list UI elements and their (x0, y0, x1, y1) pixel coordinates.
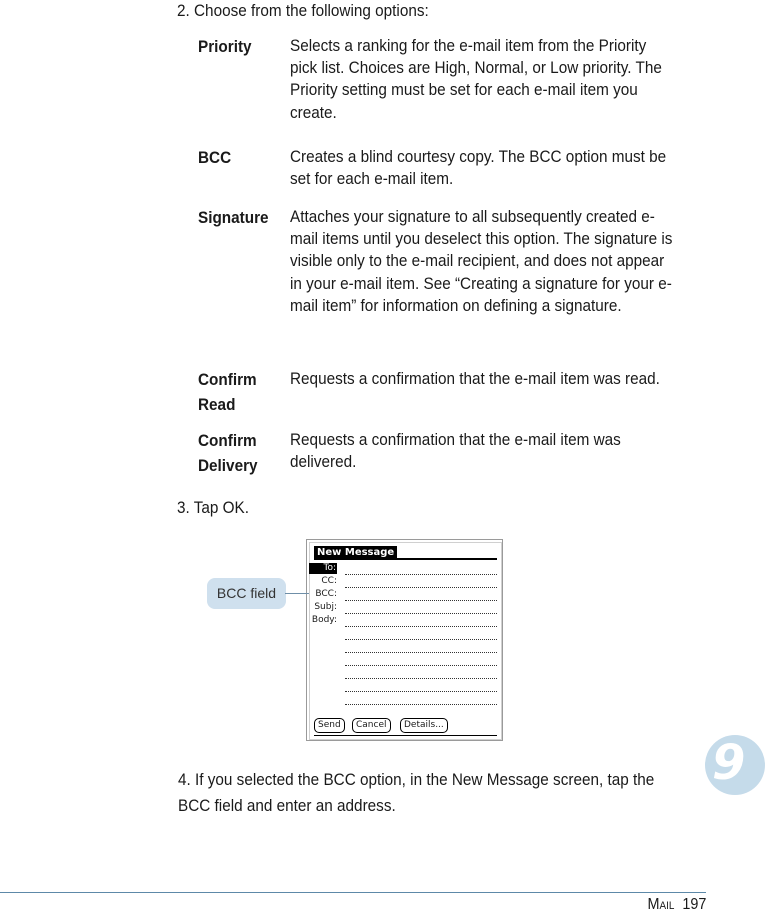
page-footer (647, 895, 706, 915)
option-desc-signature: Attaches your signature to all subsequently created e-mail items until you deselect this option. The signature is visible only to the e-mail recipient, and does not appear in your e-mail item. See “Creating a signature for your e-mail item” for information on defining a signature. (290, 207, 673, 315)
chapter-number: 9 (712, 735, 746, 791)
footer-page-number: 197 (681, 896, 706, 913)
option-desc-confirm-read: Requests a confirmation that the e-mail item was read. (290, 369, 660, 388)
option-desc-confirm-delivery: Requests a confirmation that the e-mail item was delivered. (290, 430, 621, 472)
body-field-label[interactable]: Body: (311, 615, 337, 625)
step-4-text: 4. If you selected the BCC option, in the New Message screen, tap the BCC field and enter an address. (178, 770, 655, 815)
body-input-line[interactable] (345, 639, 497, 640)
option-term-priority: Priority (198, 37, 252, 56)
screen-bottom-rule (314, 735, 497, 736)
option-desc-priority: Selects a ranking for the e-mail item from the Priority pick list. Choices are High, Normal, or Low priority. The Priority setting must be set for each e-mail item you create. (290, 36, 662, 122)
footer-section: Mail (647, 896, 674, 913)
screenshot-frame (309, 542, 502, 740)
body-input-line[interactable] (345, 678, 497, 679)
title-rule (314, 558, 497, 560)
step-3-text: 3. Tap OK. (177, 498, 250, 517)
body-input-line[interactable] (345, 652, 497, 653)
bcc-field-label[interactable]: BCC: (315, 589, 337, 599)
to-input-line[interactable] (345, 574, 497, 575)
option-desc-bcc: Creates a blind courtesy copy. The BCC option must be set for each e-mail item. (290, 147, 667, 189)
screen-title: New Message (314, 546, 397, 559)
bcc-field-callout: BCC field (207, 578, 286, 609)
subj-input-line[interactable] (345, 613, 497, 614)
details-button[interactable]: Details... (400, 718, 448, 733)
option-term-bcc: BCC (198, 148, 232, 167)
body-input-line[interactable] (345, 691, 497, 692)
cc-input-line[interactable] (345, 587, 497, 588)
to-field-label[interactable]: To: (309, 563, 337, 574)
cancel-button[interactable]: Cancel (352, 718, 391, 733)
body-input-line[interactable] (345, 665, 497, 666)
bcc-input-line[interactable] (345, 600, 497, 601)
option-term-signature: Signature (198, 208, 269, 227)
send-button[interactable]: Send (314, 718, 345, 733)
callout-leader-line (285, 593, 309, 594)
body-input-line[interactable] (345, 626, 497, 627)
step-2-text: 2. Choose from the following options: (177, 1, 429, 20)
new-message-screenshot (306, 539, 503, 741)
body-input-line[interactable] (345, 704, 497, 705)
option-term-confirm-delivery: Confirm Delivery (198, 431, 258, 475)
footer-rule (0, 892, 706, 893)
option-term-confirm-read: Confirm Read (198, 370, 257, 414)
cc-field-label[interactable]: CC: (321, 576, 337, 586)
subj-field-label[interactable]: Subj: (314, 602, 337, 612)
